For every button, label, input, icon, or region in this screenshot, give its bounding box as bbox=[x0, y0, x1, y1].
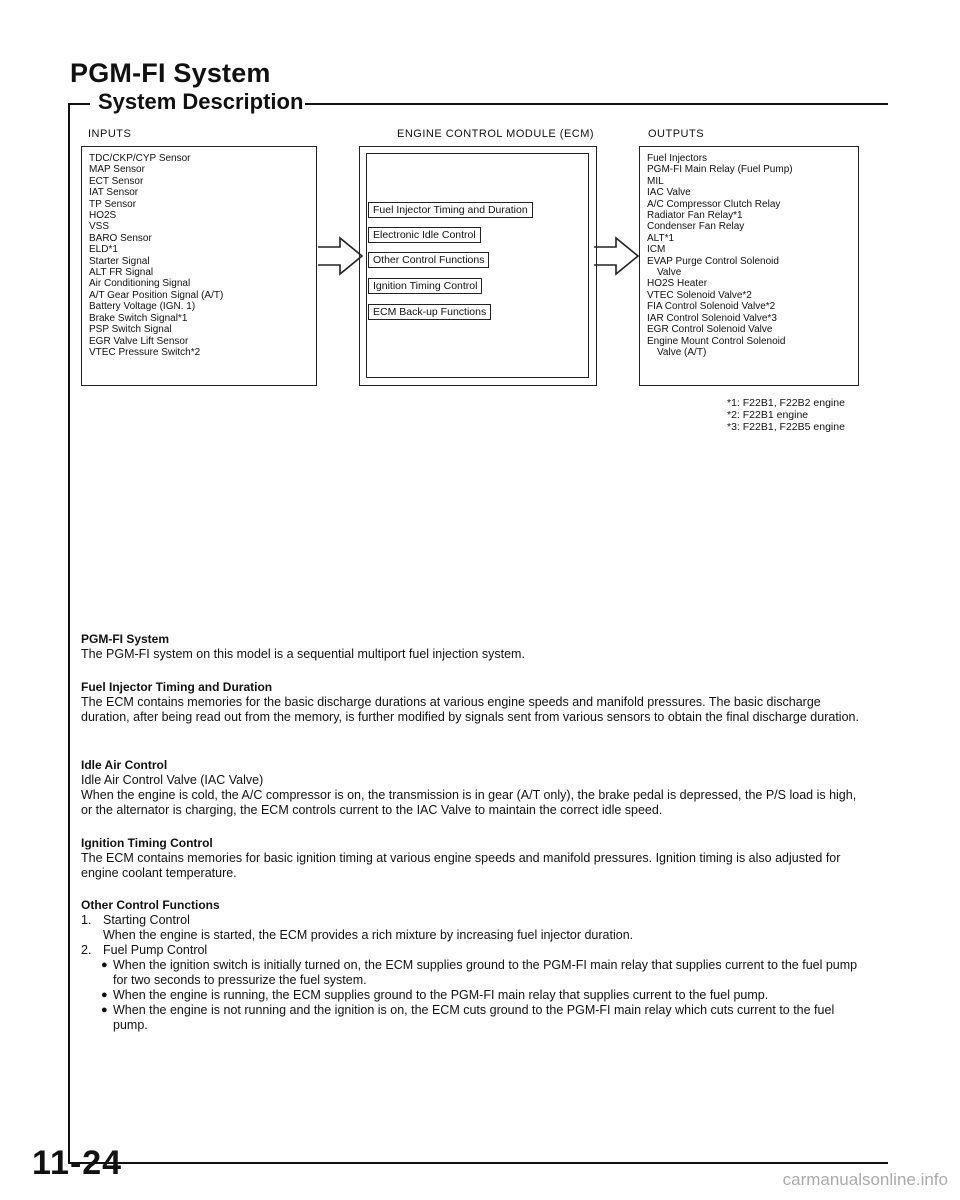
input-item: TP Sensor bbox=[89, 198, 137, 210]
section-rule-right bbox=[305, 103, 888, 105]
ecm-heading: ENGINE CONTROL MODULE (ECM) bbox=[397, 128, 595, 140]
section-subheading: Idle Air Control Valve (IAC Valve) bbox=[81, 773, 264, 787]
bullet-text: When the engine is not running and the ignition is on, the ECM cuts ground to the PGM-FI main relay which cuts current to the fuel pump. bbox=[113, 1003, 835, 1032]
output-item: EVAP Purge Control Solenoid bbox=[647, 255, 779, 267]
list-number: 1. bbox=[81, 913, 92, 927]
output-item: Valve bbox=[657, 267, 682, 279]
bullet-icon: ● bbox=[101, 989, 108, 1001]
input-item: IAT Sensor bbox=[89, 187, 139, 199]
output-item: HO2S Heater bbox=[647, 278, 708, 290]
output-item: IAC Valve bbox=[647, 187, 691, 199]
input-item: MAP Sensor bbox=[89, 164, 145, 176]
footnote: *1: F22B1, F22B2 engine bbox=[727, 397, 845, 409]
footnote: *2: F22B1 engine bbox=[727, 409, 809, 421]
section-heading: Idle Air Control bbox=[81, 758, 168, 772]
section-idle-air bbox=[81, 758, 861, 818]
outputs-box bbox=[639, 146, 859, 386]
input-item: HO2S bbox=[89, 210, 117, 222]
ecm-function-idle-control: Electronic Idle Control bbox=[368, 227, 481, 243]
ecm-function-other-control: Other Control Functions bbox=[368, 252, 489, 268]
list-number: 2. bbox=[81, 943, 92, 957]
section-heading: Fuel Injector Timing and Duration bbox=[81, 680, 273, 694]
output-item: Engine Mount Control Solenoid bbox=[647, 335, 786, 347]
section-ignition-timing bbox=[81, 836, 861, 881]
list-title: Fuel Pump Control bbox=[103, 943, 208, 957]
section-other-control bbox=[81, 898, 861, 1033]
output-item: EGR Control Solenoid Valve bbox=[647, 324, 773, 336]
bullet-item bbox=[81, 958, 861, 988]
ecm-function-fuel-injector: Fuel Injector Timing and Duration bbox=[368, 202, 533, 218]
bullet-icon: ● bbox=[101, 959, 108, 971]
footnote: *3: F22B1, F22B5 engine bbox=[727, 421, 845, 433]
input-item: VSS bbox=[89, 221, 110, 233]
section-body: When the engine is cold, the A/C compressor is on, the transmission is in gear (A/T only), the brake pedal is depressed, the P/S load is high, or the alternator is charging, the ECM controls current to the IAC Valve to maintain the correct idle speed. bbox=[81, 788, 857, 817]
section-heading: Ignition Timing Control bbox=[81, 836, 213, 850]
section-heading: Other Control Functions bbox=[81, 898, 220, 912]
input-item: TDC/CKP/CYP Sensor bbox=[89, 153, 191, 164]
watermark: carmanualsonline.info bbox=[782, 1170, 948, 1189]
input-item: PSP Switch Signal bbox=[89, 324, 172, 336]
page-left-border bbox=[68, 103, 70, 1163]
output-item: MIL bbox=[647, 175, 664, 187]
bullet-item bbox=[81, 988, 861, 1003]
section-title: System Description bbox=[98, 89, 304, 114]
input-item: A/T Gear Position Signal (A/T) bbox=[89, 289, 224, 301]
output-item: ALT*1 bbox=[647, 232, 675, 244]
output-item: IAR Control Solenoid Valve*3 bbox=[647, 312, 777, 324]
section-fuel-injector bbox=[81, 680, 861, 725]
section-body: The PGM-FI system on this model is a sequential multiport fuel injection system. bbox=[81, 647, 525, 661]
input-item: VTEC Pressure Switch*2 bbox=[89, 346, 201, 358]
output-item: PGM-FI Main Relay (Fuel Pump) bbox=[647, 164, 793, 176]
page-bottom-rule bbox=[68, 1162, 888, 1164]
input-item: Brake Switch Signal*1 bbox=[89, 312, 188, 324]
arrow-right-icon bbox=[318, 235, 364, 277]
page-number: 11-24 bbox=[32, 1144, 123, 1182]
bullet-text: When the ignition switch is initially turned on, the ECM supplies ground to the PGM-FI main relay that supplies current to the fuel pump for two seconds to pressurize the fuel system. bbox=[113, 958, 858, 987]
section-body: The ECM contains memories for the basic discharge durations at various engine speeds and manifold pressures. The basic discharge duration, after being read out from the memory, is further modified by signals sent from various sensors to obtain the final discharge duration. bbox=[81, 695, 859, 724]
list-item bbox=[81, 913, 861, 928]
bullet-text: When the engine is running, the ECM supplies ground to the PGM-FI main relay that supplies current to the fuel pump. bbox=[113, 988, 769, 1002]
input-item: Air Conditioning Signal bbox=[89, 278, 191, 290]
ecm-function-ignition-timing: Ignition Timing Control bbox=[368, 278, 482, 294]
footnotes bbox=[727, 397, 845, 433]
output-item: VTEC Solenoid Valve*2 bbox=[647, 289, 752, 301]
page-title: PGM-FI System bbox=[70, 58, 271, 88]
outputs-heading: OUTPUTS bbox=[648, 128, 705, 140]
input-item: ELD*1 bbox=[89, 244, 118, 256]
input-item: ECT Sensor bbox=[89, 175, 144, 187]
list-item-body: When the engine is started, the ECM provides a rich mixture by increasing fuel injector duration. bbox=[103, 928, 634, 942]
section-heading: PGM-FI System bbox=[81, 632, 170, 646]
inputs-box bbox=[81, 146, 317, 386]
output-item: Valve (A/T) bbox=[657, 346, 707, 358]
output-item: Fuel Injectors bbox=[647, 153, 708, 164]
input-item: ALT FR Signal bbox=[89, 267, 154, 279]
input-item: BARO Sensor bbox=[89, 232, 152, 244]
input-item: EGR Valve Lift Sensor bbox=[89, 335, 189, 347]
output-item: ICM bbox=[647, 244, 666, 256]
section-rule-left bbox=[68, 103, 90, 105]
ecm-box bbox=[359, 146, 597, 386]
bullet-item bbox=[81, 1003, 861, 1033]
arrow-right-icon bbox=[594, 235, 640, 277]
input-item: Battery Voltage (IGN. 1) bbox=[89, 301, 196, 313]
output-item: A/C Compressor Clutch Relay bbox=[647, 198, 781, 210]
list-title: Starting Control bbox=[103, 913, 190, 927]
ecm-function-backup: ECM Back-up Functions bbox=[368, 304, 491, 320]
output-item: Condenser Fan Relay bbox=[647, 221, 745, 233]
output-item: FIA Control Solenoid Valve*2 bbox=[647, 301, 776, 313]
list-item bbox=[81, 943, 861, 958]
input-item: Starter Signal bbox=[89, 255, 150, 267]
section-pgm-fi bbox=[81, 632, 861, 662]
section-body: The ECM contains memories for basic ignition timing at various engine speeds and manifold pressures. Ignition timing is also adjusted for engine coolant temperature. bbox=[81, 851, 841, 880]
inputs-heading: INPUTS bbox=[88, 128, 132, 140]
bullet-icon: ● bbox=[101, 1004, 108, 1016]
output-item: Radiator Fan Relay*1 bbox=[647, 210, 743, 222]
